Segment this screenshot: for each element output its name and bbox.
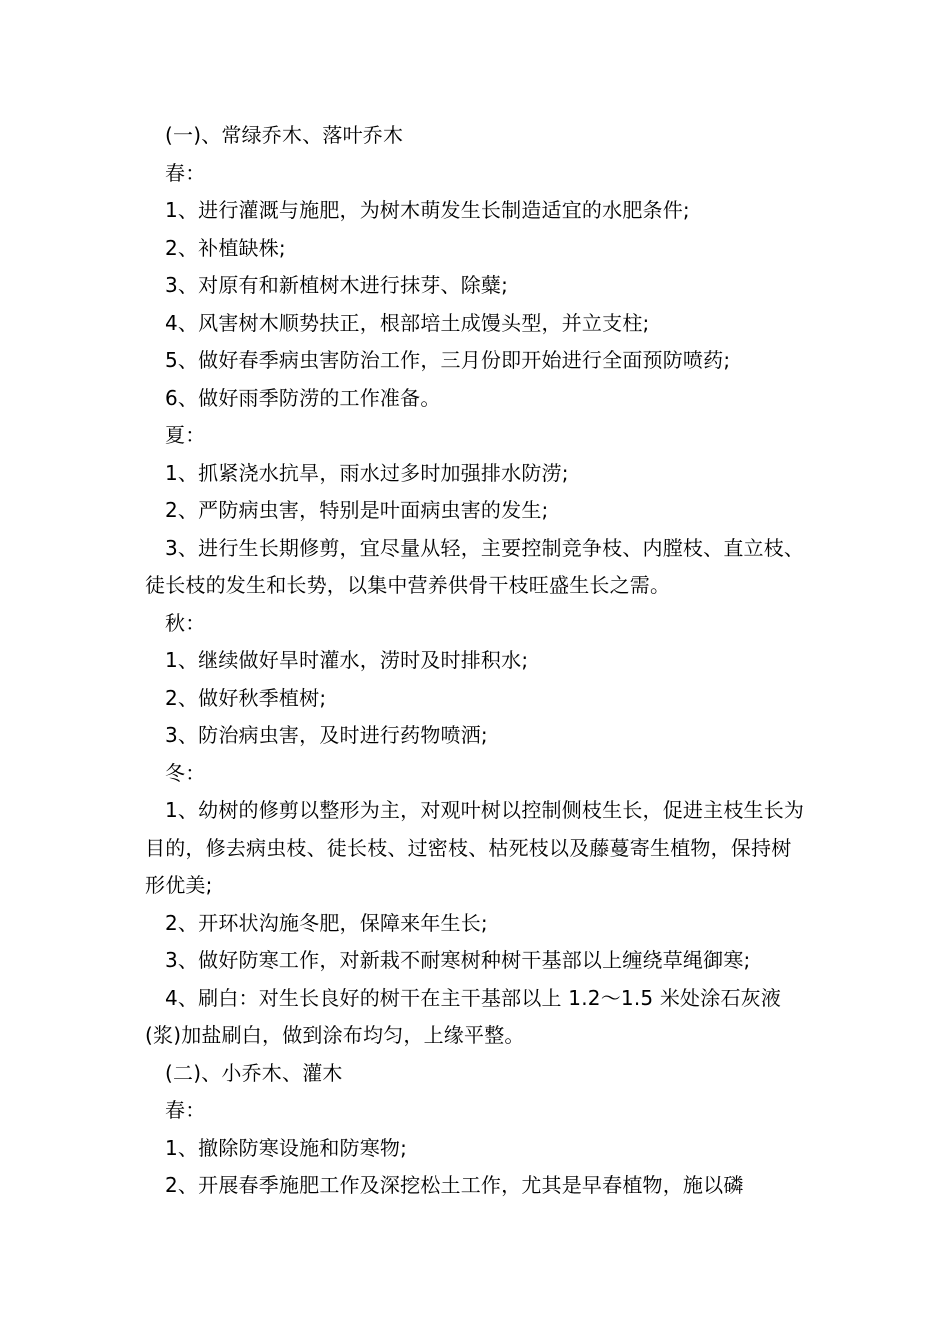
season-label-spring: 春： <box>165 160 206 185</box>
season-label-autumn: 秋： <box>165 610 206 635</box>
document-body <box>145 117 810 1205</box>
list-item: 3、对原有和新植树木进行抹芽、除糵; <box>165 273 509 297</box>
list-item: 1、进行灌溉与施肥，为树木萌发生长制造适宜的水肥条件; <box>165 198 690 222</box>
list-item: 1、抓紧浇水抗旱，雨水过多时加强排水防涝; <box>165 460 569 485</box>
list-item: 4、风害树木顺势扶正，根部培土成馒头型，并立支柱; <box>165 310 650 335</box>
list-item: 2、严防病虫害，特别是叶面病虫害的发生; <box>165 498 549 522</box>
list-item: 1、继续做好旱时灌水，涝时及时排积水; <box>165 648 529 672</box>
section-heading-1: (一)、常绿乔木、落叶乔木 <box>165 123 404 147</box>
list-item: 2、补植缺株; <box>165 235 286 260</box>
list-item: 3、防治病虫害，及时进行药物喷洒; <box>165 723 488 747</box>
season-label-winter: 冬： <box>165 760 206 785</box>
list-item: 2、开环状沟施冬肥，保障来年生长; <box>165 910 488 935</box>
list-item: 2、开展春季施肥工作及深挖松土工作，尤其是早春植物，施以磷 <box>165 1173 744 1197</box>
list-item: 3、进行生长期修剪，宜尽量从轻，主要控制竞争枝、内膛枝、直立枝、徒长枝的发生和长势，以集中营养供骨干枝旺盛生长之需。 <box>145 535 805 597</box>
list-item: 6、做好雨季防涝的工作准备。 <box>165 385 441 410</box>
list-item: 1、撤除防寒设施和防寒物; <box>165 1135 408 1160</box>
list-item: 5、做好春季病虫害防治工作，三月份即开始进行全面预防喷药; <box>165 348 731 372</box>
list-item: 4、刷白：对生长良好的树干在主干基部以上 1.2～1.5 米处涂石灰液(浆)加盐刷白，做到涂布均匀，上缘平整。 <box>145 985 782 1047</box>
list-item: 1、幼树的修剪以整形为主，对观叶树以控制侧枝生长，促进主枝生长为目的，修去病虫枝、徒长枝、过密枝、枯死枝以及藤蔓寄生植物，保持树形优美; <box>145 798 805 897</box>
season-label-summer: 夏： <box>165 423 206 447</box>
season-label-spring: 春： <box>165 1098 206 1122</box>
section-heading-2: (二)、小乔木、灌木 <box>165 1060 343 1085</box>
list-item: 3、做好防寒工作，对新栽不耐寒树种树干基部以上缠绕草绳御寒; <box>165 948 751 972</box>
list-item: 2、做好秋季植树; <box>165 685 327 710</box>
